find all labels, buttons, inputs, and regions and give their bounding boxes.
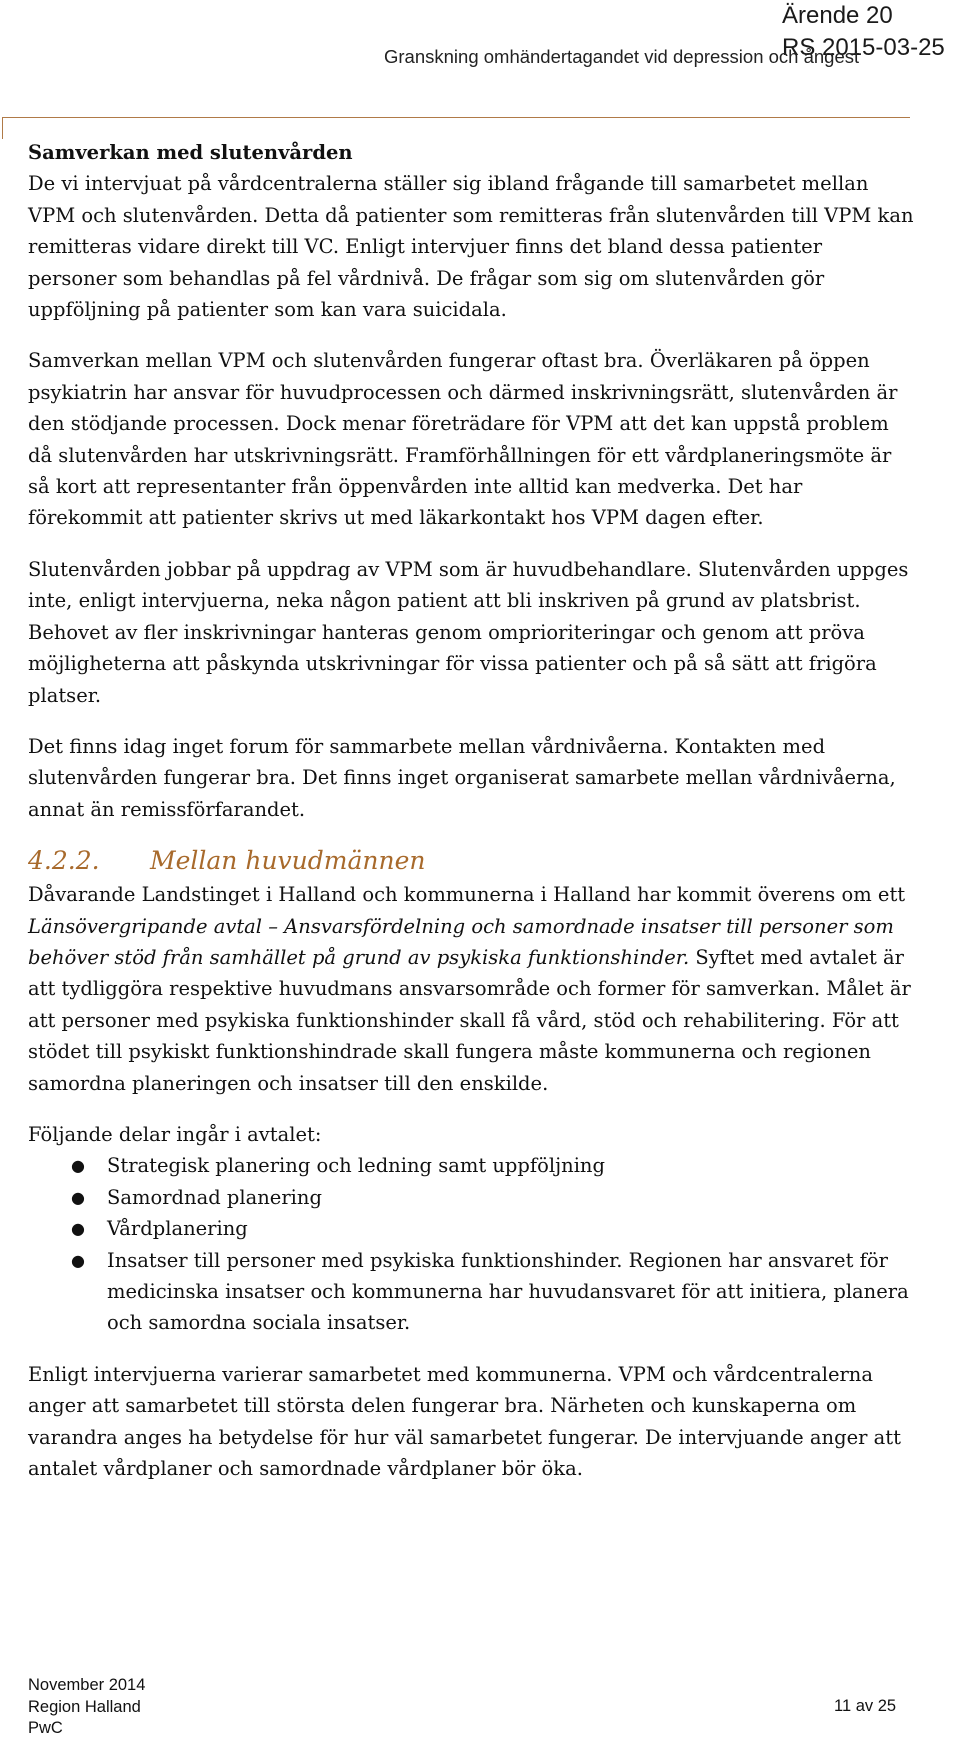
paragraph-text: Syftet med avtalet är att tydliggöra respektive huvudmans ansvarsområde och former för samverkan. Målet är att personer med psykiska funktionshinder skall få vård, stöd och rehabilitering. För att stödet till psykiskt funktionshindrade skall fungera måste kommunerna och regionen samordna planeringen och insatser till den enskilde. [28,945,911,1095]
agreement-title: Länsövergripande avtal – Ansvarsfördelning och samordnade insatser till personer som behöver stöd från samhället på grund av psykiska funktionshinder. [28,914,894,969]
list-item-text: Samordnad planering [107,1185,322,1209]
paragraph [28,879,916,1099]
list-item-text: Insatser till personer med psykiska funktionshinder. Regionen har ansvaret för medicinska insatser och kommunerna har huvudansvaret för att initiera, planera och samordna sociala insatser. [107,1248,909,1335]
page-number: 11 av 25 [834,1697,897,1715]
subsection-number: 4.2.2. [28,846,100,876]
agreement-parts-list [28,1150,916,1338]
paragraph: De vi intervjuat på vårdcentralerna ställer sig ibland frågande till samarbetet mellan VPM och slutenvården. Detta då patienter som remitteras från slutenvården till VPM kan remitteras vidare direkt till VC. Enligt intervjuer finns det bland dessa patienter personer som behandlas på fel vårdnivå. De frågar som sig om slutenvården gör uppföljning på patienter som kan vara suicidala. [28,172,914,322]
bullet-icon: ● [71,1219,85,1239]
list-item [28,1245,916,1339]
footer-date: November 2014 [28,1676,146,1694]
bullet-icon: ● [71,1156,85,1176]
header-divider [2,117,910,118]
section-heading-slutenvarden: Samverkan med slutenvården [28,141,353,164]
header-divider-tick [2,117,3,139]
paragraph: Det finns idag inget forum för sammarbete mellan vårdnivåerna. Kontakten med slutenvården fungerar bra. Det finns inget organiserat samarbete mellan vårdnivåerna, annat än remissförfarandet. [28,734,896,821]
case-number-stamp: Ärende 20 [782,2,893,29]
paragraph: Enligt intervjuerna varierar samarbetet med kommunerna. VPM och vårdcentralerna anger att samarbetet till största delen fungerar bra. Närheten och kunskaperna om varandra anges ha betydelse för hur väl samarbetet fungerar. De intervjuande anger att antalet vårdplaner och samordnade vårdplaner bör öka. [28,1362,901,1481]
subsection-title: Mellan huvudmännen [150,846,426,876]
paragraph: Slutenvården jobbar på uppdrag av VPM som är huvudbehandlare. Slutenvården uppges inte, enligt intervjuerna, neka någon patient att bli inskriven på grund av platsbrist. Behovet av fler inskrivningar hanteras genom omprioriteringar och genom att pröva möjligheterna att påskynda utskrivningar för vissa patienter och på så sätt att frigöra platser. [28,557,909,707]
list-item-text: Vårdplanering [107,1217,248,1241]
list-item-text: Strategisk planering och ledning samt uppföljning [107,1154,605,1178]
paragraph: Samverkan mellan VPM och slutenvården fungerar oftast bra. Överläkaren på öppen psykiatrin har ansvar för huvudprocessen och därmed inskrivningsrätt, slutenvården är den stödjande processen. Dock menar företrädare för VPM att det kan uppstå problem då slutenvården har utskrivningsrätt. Framförhållningen för ett vårdplaneringsmöte är så kort att representanter från öppenvården inte alltid kan medverka. Det har förekommit att patienter skrivs ut med läkarkontakt hos VPM dagen efter. [28,349,898,530]
bullet-icon: ● [71,1250,85,1270]
report-header-title: Granskning omhändertagandet vid depression och ångest [384,46,860,67]
footer-firm: PwC [28,1719,63,1737]
paragraph-text: Dåvarande Landstinget i Halland och kommunerna i Halland har kommit överens om ett [28,883,906,907]
footer-client: Region Halland [28,1697,141,1716]
page-footer [28,1675,145,1740]
case-date-stamp: RS 2015-03-25 [782,34,945,61]
list-item [28,1182,916,1213]
page-body [28,137,916,1484]
subsection-heading [28,843,916,879]
bullet-icon: ● [71,1187,85,1207]
list-item [28,1150,916,1181]
list-item [28,1213,916,1244]
list-intro: Följande delar ingår i avtalet: [28,1122,322,1146]
